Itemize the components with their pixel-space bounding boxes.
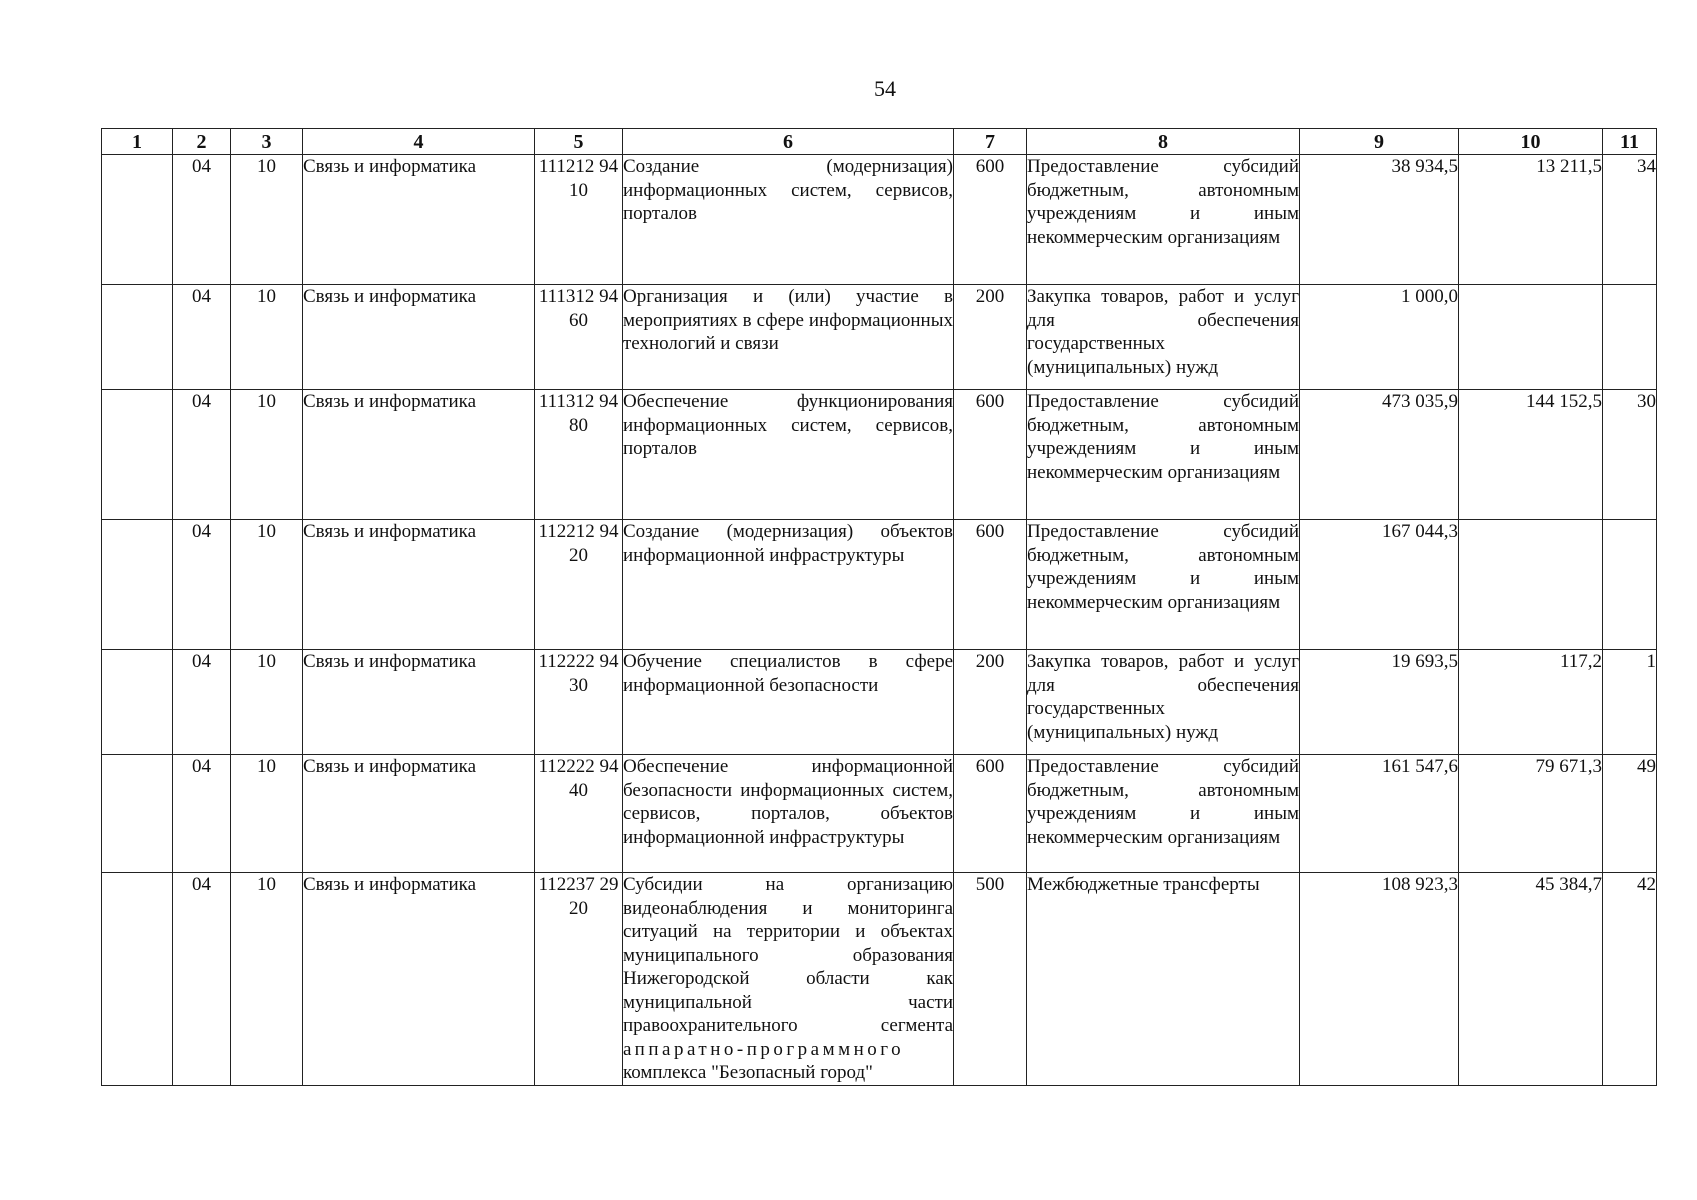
column-header: 9 (1300, 129, 1459, 155)
cell-amount: 38 934,5 (1300, 155, 1459, 285)
column-header: 2 (173, 129, 231, 155)
cell-subsection: 10 (231, 155, 303, 285)
cell-expense-type: 600 (954, 755, 1027, 873)
header-row (102, 129, 1657, 155)
column-header: 4 (303, 129, 535, 155)
cell-col1 (102, 155, 173, 285)
cell-expense-type: 600 (954, 520, 1027, 650)
cell-expense-type: 200 (954, 650, 1027, 755)
cell-percent: 1 (1603, 650, 1657, 755)
column-header: 10 (1459, 129, 1603, 155)
cell-expense-name: Закупка товаров, работ и услуг для обеспечения государственных (муниципальных) нужд (1027, 285, 1300, 390)
cell-expense-name: Предоставление субсидий бюджетным, автономным учреждениям и иным некоммерческим организациям (1027, 755, 1300, 873)
cell-section-name: Связь и информатика (303, 390, 535, 520)
cell-expense-name: Предоставление субсидий бюджетным, автономным учреждениям и иным некоммерческим организациям (1027, 390, 1300, 520)
cell-section-name: Связь и информатика (303, 873, 535, 1086)
cell-section: 04 (173, 155, 231, 285)
cell-target-code: 112222 9430 (535, 650, 623, 755)
cell-description: Обучение специалистов в сфере информационной безопасности (623, 650, 954, 755)
table-row (102, 755, 1657, 873)
cell-amount-executed (1459, 520, 1603, 650)
cell-section-name: Связь и информатика (303, 155, 535, 285)
page-number: 54 (874, 76, 896, 101)
table-row (102, 390, 1657, 520)
cell-section: 04 (173, 520, 231, 650)
table-row (102, 520, 1657, 650)
cell-description: Создание (модернизация) объектов информационной инфраструктуры (623, 520, 954, 650)
cell-section: 04 (173, 650, 231, 755)
cell-section: 04 (173, 873, 231, 1086)
column-header: 1 (102, 129, 173, 155)
cell-percent: 42 (1603, 873, 1657, 1086)
cell-target-code: 111212 9410 (535, 155, 623, 285)
cell-description: Обеспечение информационной безопасности информационных систем, сервисов, порталов, объектов информационной инфраструктуры (623, 755, 954, 873)
description-text-end: комплекса "Безопасный город" (623, 1062, 873, 1083)
cell-amount: 473 035,9 (1300, 390, 1459, 520)
cell-col1 (102, 755, 173, 873)
cell-target-code: 112237 2920 (535, 873, 623, 1086)
cell-amount-executed: 79 671,3 (1459, 755, 1603, 873)
cell-amount: 161 547,6 (1300, 755, 1459, 873)
cell-target-code: 111312 9480 (535, 390, 623, 520)
cell-subsection: 10 (231, 755, 303, 873)
column-header: 3 (231, 129, 303, 155)
cell-description: Обеспечение функционирования информационных систем, сервисов, порталов (623, 390, 954, 520)
column-header: 7 (954, 129, 1027, 155)
cell-expense-name: Межбюджетные трансферты (1027, 873, 1300, 1086)
table-row (102, 873, 1657, 1086)
cell-subsection: 10 (231, 390, 303, 520)
cell-amount: 167 044,3 (1300, 520, 1459, 650)
description-spaced-text: аппаратно-программного (623, 1038, 905, 1060)
cell-subsection: 10 (231, 520, 303, 650)
budget-table (101, 128, 1657, 1086)
description-text: Субсидии на организацию видеонаблюдения и мониторинга ситуаций на территории и объектах муниципального образования Нижегородской области как муниципальной части правоохранительного сегмента (623, 874, 953, 1036)
cell-target-code: 111312 9460 (535, 285, 623, 390)
column-header: 8 (1027, 129, 1300, 155)
cell-target-code: 112222 9440 (535, 755, 623, 873)
cell-description: Организация и (или) участие в мероприятиях в сфере информационных технологий и связи (623, 285, 954, 390)
cell-percent (1603, 285, 1657, 390)
cell-amount-executed: 13 211,5 (1459, 155, 1603, 285)
cell-expense-type: 500 (954, 873, 1027, 1086)
cell-expense-name: Закупка товаров, работ и услуг для обеспечения государственных (муниципальных) нужд (1027, 650, 1300, 755)
cell-amount-executed: 117,2 (1459, 650, 1603, 755)
cell-subsection: 10 (231, 650, 303, 755)
cell-section: 04 (173, 285, 231, 390)
cell-col1 (102, 390, 173, 520)
cell-section: 04 (173, 755, 231, 873)
cell-amount-executed: 45 384,7 (1459, 873, 1603, 1086)
table-row (102, 285, 1657, 390)
cell-amount-executed (1459, 285, 1603, 390)
cell-expense-type: 200 (954, 285, 1027, 390)
cell-col1 (102, 650, 173, 755)
cell-target-code: 112212 9420 (535, 520, 623, 650)
cell-subsection: 10 (231, 873, 303, 1086)
cell-col1 (102, 520, 173, 650)
cell-percent: 49 (1603, 755, 1657, 873)
cell-amount: 1 000,0 (1300, 285, 1459, 390)
column-header: 5 (535, 129, 623, 155)
cell-expense-type: 600 (954, 390, 1027, 520)
table-row (102, 650, 1657, 755)
cell-subsection: 10 (231, 285, 303, 390)
cell-section: 04 (173, 390, 231, 520)
cell-amount: 108 923,3 (1300, 873, 1459, 1086)
cell-section-name: Связь и информатика (303, 520, 535, 650)
cell-expense-name: Предоставление субсидий бюджетным, автономным учреждениям и иным некоммерческим организациям (1027, 520, 1300, 650)
cell-section-name: Связь и информатика (303, 650, 535, 755)
cell-amount-executed: 144 152,5 (1459, 390, 1603, 520)
cell-col1 (102, 285, 173, 390)
cell-col1 (102, 873, 173, 1086)
cell-section-name: Связь и информатика (303, 755, 535, 873)
cell-description (623, 873, 954, 1086)
cell-percent (1603, 520, 1657, 650)
cell-description: Создание (модернизация) информационных систем, сервисов, порталов (623, 155, 954, 285)
cell-expense-type: 600 (954, 155, 1027, 285)
column-header: 6 (623, 129, 954, 155)
table-row (102, 155, 1657, 285)
cell-expense-name: Предоставление субсидий бюджетным, автономным учреждениям и иным некоммерческим организациям (1027, 155, 1300, 285)
cell-percent: 34 (1603, 155, 1657, 285)
cell-amount: 19 693,5 (1300, 650, 1459, 755)
column-header: 11 (1603, 129, 1657, 155)
cell-section-name: Связь и информатика (303, 285, 535, 390)
cell-percent: 30 (1603, 390, 1657, 520)
